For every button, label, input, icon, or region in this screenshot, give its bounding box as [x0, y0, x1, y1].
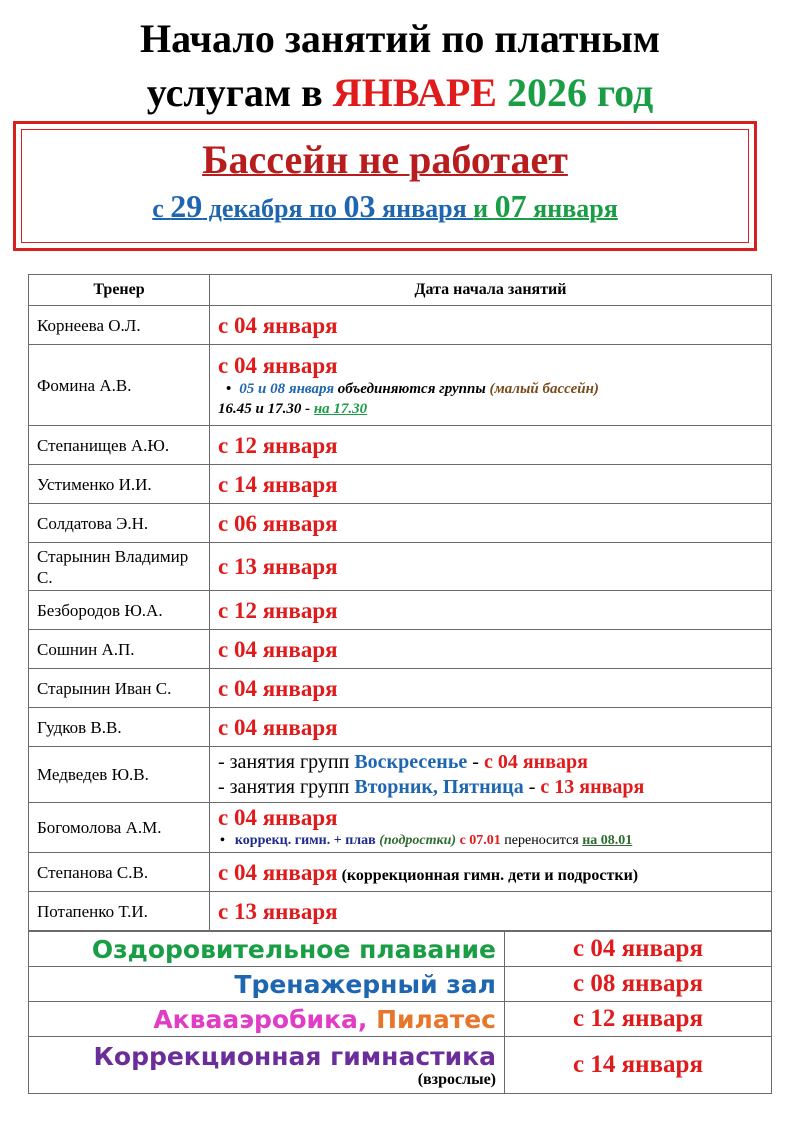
- start-date: с 13 января: [210, 892, 772, 931]
- table-row: [29, 630, 772, 669]
- group-sep: -: [467, 750, 484, 773]
- notice-and: и: [473, 194, 495, 223]
- service-date: с 14 января: [505, 1037, 772, 1094]
- trainer-name: Старынин Иван С.: [29, 669, 210, 708]
- start-date: с 12 января: [210, 426, 772, 465]
- trainer-name: Фомина А.В.: [29, 345, 210, 426]
- table-row: [29, 669, 772, 708]
- trainer-name: Богомолова А.М.: [29, 803, 210, 853]
- col-header-date: Дата начала занятий: [210, 275, 772, 306]
- title-line-2-text: услугам в: [146, 70, 333, 115]
- title-month: ЯНВАРЕ: [332, 70, 497, 115]
- group-note-open: (: [337, 866, 347, 884]
- trainer-schedule-table: [28, 274, 772, 931]
- service-date: с 04 января: [505, 932, 772, 967]
- group-sep: -: [523, 775, 541, 798]
- group-date: с 04 января: [483, 750, 588, 773]
- note-new-time: на 17.30: [313, 400, 368, 417]
- notice-month-2: января: [375, 194, 474, 223]
- start-date: с 04 января: [218, 805, 338, 830]
- trainer-name: Степанова С.В.: [29, 853, 210, 892]
- cor-a: коррекц. гимн. + плав: [234, 833, 380, 848]
- note-mid: объединяются группы: [334, 380, 490, 397]
- cor-d: переносится: [500, 833, 583, 848]
- service-row: [29, 932, 772, 967]
- start-date: с 13 января: [210, 543, 772, 591]
- cor-e: на 08.01: [582, 833, 633, 848]
- start-date-cell: [210, 803, 772, 853]
- trainer-name: Устименко И.И.: [29, 465, 210, 504]
- group-dates-cell: [210, 747, 772, 803]
- service-name-a: Аквааэробика,: [153, 1004, 377, 1034]
- start-date: с 06 января: [210, 504, 772, 543]
- service-name: [29, 1002, 505, 1037]
- table-row: [29, 803, 772, 853]
- start-date: с 04 января: [210, 708, 772, 747]
- table-row: [29, 708, 772, 747]
- start-date: с 04 января: [210, 630, 772, 669]
- pool-closed-notice: [13, 121, 757, 251]
- page-title: [0, 12, 800, 120]
- table-row: [29, 892, 772, 931]
- note-dates: 05 и 08 января: [239, 380, 335, 397]
- schedule-note-times: [218, 399, 763, 419]
- start-date: с 14 января: [210, 465, 772, 504]
- group-note-b: дети и подростки): [504, 866, 639, 884]
- start-date-cell: [210, 853, 772, 892]
- service-row: [29, 1002, 772, 1037]
- service-name-b: Пилатес: [376, 1004, 496, 1034]
- start-date: с 12 января: [210, 591, 772, 630]
- schedule-note: [218, 379, 763, 399]
- notice-title-text: Бассейн не работает: [202, 137, 568, 182]
- notice-range: [152, 188, 473, 224]
- table-row: [29, 504, 772, 543]
- notice-dates: [16, 186, 754, 229]
- table-row: [29, 591, 772, 630]
- group-day: Воскресенье: [354, 750, 468, 773]
- table-row: [29, 543, 772, 591]
- cor-c: с 07.01: [456, 833, 501, 848]
- service-row: [29, 1037, 772, 1094]
- table-row: [29, 853, 772, 892]
- note-times: 16.45 и 17.30 -: [218, 400, 314, 417]
- table-row: [29, 747, 772, 803]
- title-year: 2026 год: [506, 70, 654, 115]
- services-table: [28, 931, 772, 1094]
- cor-b: (подростки): [379, 833, 457, 848]
- group-date: с 13 января: [540, 775, 645, 798]
- note-pool: (малый бассейн): [489, 380, 599, 397]
- group-day: Вторник, Пятница: [354, 775, 524, 798]
- start-date: с 04 января: [218, 352, 338, 378]
- trainer-name: Потапенко Т.И.: [29, 892, 210, 931]
- group-line-2: [218, 775, 763, 800]
- service-date: с 12 января: [505, 1002, 772, 1037]
- group-note-a: коррекционная гимн.: [346, 866, 505, 884]
- service-subtitle: (взрослые): [417, 1070, 496, 1088]
- group-line-1: [218, 750, 763, 775]
- col-header-trainer: Тренер: [29, 275, 210, 306]
- trainer-name: Гудков В.В.: [29, 708, 210, 747]
- notice-extra: [473, 188, 618, 224]
- service-name-text: Коррекционная гимнастика: [93, 1041, 496, 1071]
- table-row: [29, 345, 772, 426]
- service-name: Тренажерный зал: [29, 967, 505, 1002]
- notice-title: [16, 137, 754, 183]
- table-row: [29, 465, 772, 504]
- table-header-row: [29, 275, 772, 306]
- table-row: [29, 426, 772, 465]
- title-line-1: Начало занятий по платным: [139, 16, 661, 61]
- correction-note: [218, 831, 763, 851]
- start-date: с 04 января: [210, 306, 772, 345]
- trainer-name: Старынин Владимир С.: [29, 543, 210, 591]
- title-line-2: [0, 66, 800, 120]
- trainer-name: Медведев Ю.В.: [29, 747, 210, 803]
- service-name: Оздоровительное плавание: [29, 932, 505, 967]
- notice-month-3: января: [526, 194, 618, 223]
- trainer-name: Корнеева О.Л.: [29, 306, 210, 345]
- trainer-name: Сошнин А.П.: [29, 630, 210, 669]
- trainer-name: Солдатова Э.Н.: [29, 504, 210, 543]
- start-date: с 04 января: [210, 669, 772, 708]
- trainer-name: Безбородов Ю.А.: [29, 591, 210, 630]
- start-date-cell: [210, 345, 772, 426]
- notice-day-3: 07: [494, 188, 527, 224]
- notice-day-2: 03: [343, 188, 376, 224]
- start-date: с 04 января: [218, 859, 338, 885]
- group-prefix: - занятия групп: [218, 750, 355, 773]
- service-date: с 08 января: [505, 967, 772, 1002]
- notice-c: с: [152, 194, 171, 223]
- notice-month-1: декабря по: [202, 194, 344, 223]
- group-prefix: - занятия групп: [218, 775, 355, 798]
- service-name: [29, 1037, 505, 1094]
- trainer-name: Степанищев А.Ю.: [29, 426, 210, 465]
- service-row: [29, 967, 772, 1002]
- notice-day-1: 29: [170, 188, 203, 224]
- table-row: [29, 306, 772, 345]
